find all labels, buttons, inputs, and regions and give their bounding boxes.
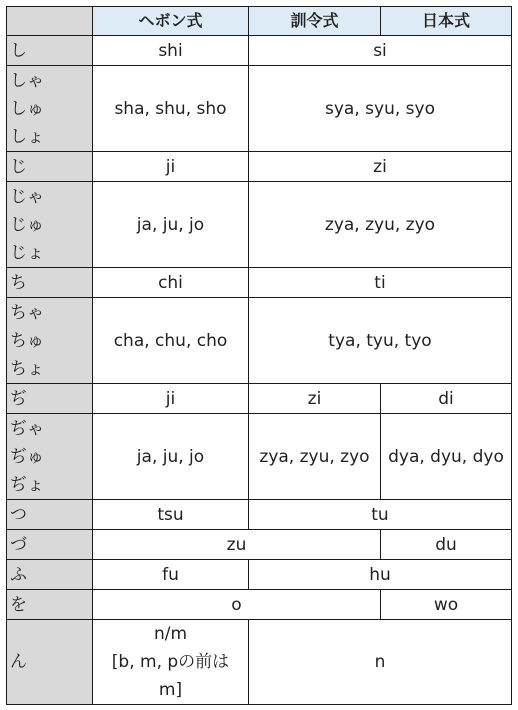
nihon-cell: dya, dyu, dyo [381,414,512,500]
kana-text: を [10,594,27,615]
kana-text: ぢゃ [10,418,44,439]
header-corner-cell [7,7,93,36]
kana-text: ぢゅ [10,446,44,467]
table-row [7,384,512,414]
kunrei-nihon-cell: ti [249,268,512,298]
kana-cell [7,66,93,152]
kana-cell [7,152,93,182]
hepburn-line: n/m [153,624,188,644]
nihon-cell: di [381,384,512,414]
hepburn-cell: fu [93,560,249,590]
kana-cell [7,414,93,500]
hepburn-cell: chi [93,268,249,298]
kunrei-nihon-cell: tya, tyu, tyo [249,298,512,384]
kunrei-nihon-cell: zya, zyu, zyo [249,182,512,268]
kana-text: ち [10,272,27,293]
kana-text: ふ [10,564,27,585]
kunrei-nihon-cell: sya, syu, syo [249,66,512,152]
kunrei-nihon-cell: n [249,620,512,705]
table-row [7,560,512,590]
table-row [7,66,512,152]
hepburn-cell: ji [93,152,249,182]
kana-cell [7,560,93,590]
hepburn-cell [93,620,249,705]
table-row [7,620,512,705]
hepburn-cell: ji [93,384,249,414]
kana-text: ちゃ [10,302,44,323]
header-hepburn: ヘボン式 [93,7,249,36]
kana-text: しゃ [10,70,44,91]
kana-text: ん [10,652,27,672]
kana-text: し [10,40,27,61]
hepburn-kunrei-cell: o [93,590,381,620]
hepburn-kunrei-cell: zu [93,530,381,560]
kana-text: じ [10,156,27,177]
kana-text: しゅ [10,98,44,119]
hepburn-cell: ja, ju, jo [93,414,249,500]
table-row [7,36,512,66]
table-row [7,298,512,384]
kunrei-cell: zya, zyu, zyo [249,414,381,500]
table-row [7,590,512,620]
nihon-cell: du [381,530,512,560]
hepburn-cell: tsu [93,500,249,530]
romanization-table [6,6,512,705]
kana-cell [7,182,93,268]
kana-text: じゅ [10,214,44,235]
kana-text: ちゅ [10,330,44,351]
kana-cell [7,500,93,530]
nihon-cell: wo [381,590,512,620]
table-row [7,530,512,560]
table-header-row [7,7,512,36]
hepburn-line: m] [158,680,183,700]
kana-text: じょ [10,242,44,263]
kana-cell [7,620,93,705]
kana-cell [7,384,93,414]
kana-text: ちょ [10,358,44,379]
header-nihon: 日本式 [381,7,512,36]
kana-text: づ [10,534,27,555]
table-row [7,182,512,268]
kunrei-nihon-cell: hu [249,560,512,590]
kana-cell [7,268,93,298]
table-row [7,268,512,298]
kana-text: ぢょ [10,474,44,495]
hepburn-cell: ja, ju, jo [93,182,249,268]
kunrei-nihon-cell: tu [249,500,512,530]
kana-cell [7,530,93,560]
kana-text: つ [10,504,27,525]
kana-text: しょ [10,126,44,147]
kana-text: ぢ [10,388,27,409]
kana-text: じゃ [10,186,44,207]
kunrei-nihon-cell: zi [249,152,512,182]
kana-cell [7,590,93,620]
kana-cell [7,36,93,66]
table-row [7,152,512,182]
hepburn-cell: sha, shu, sho [93,66,249,152]
header-kunrei: 訓令式 [249,7,381,36]
table-row [7,500,512,530]
table-row [7,414,512,500]
kunrei-cell: zi [249,384,381,414]
hepburn-cell: cha, chu, cho [93,298,249,384]
kana-cell [7,298,93,384]
hepburn-line: [b, m, pの前は [111,652,230,672]
hepburn-cell: shi [93,36,249,66]
kunrei-nihon-cell: si [249,36,512,66]
